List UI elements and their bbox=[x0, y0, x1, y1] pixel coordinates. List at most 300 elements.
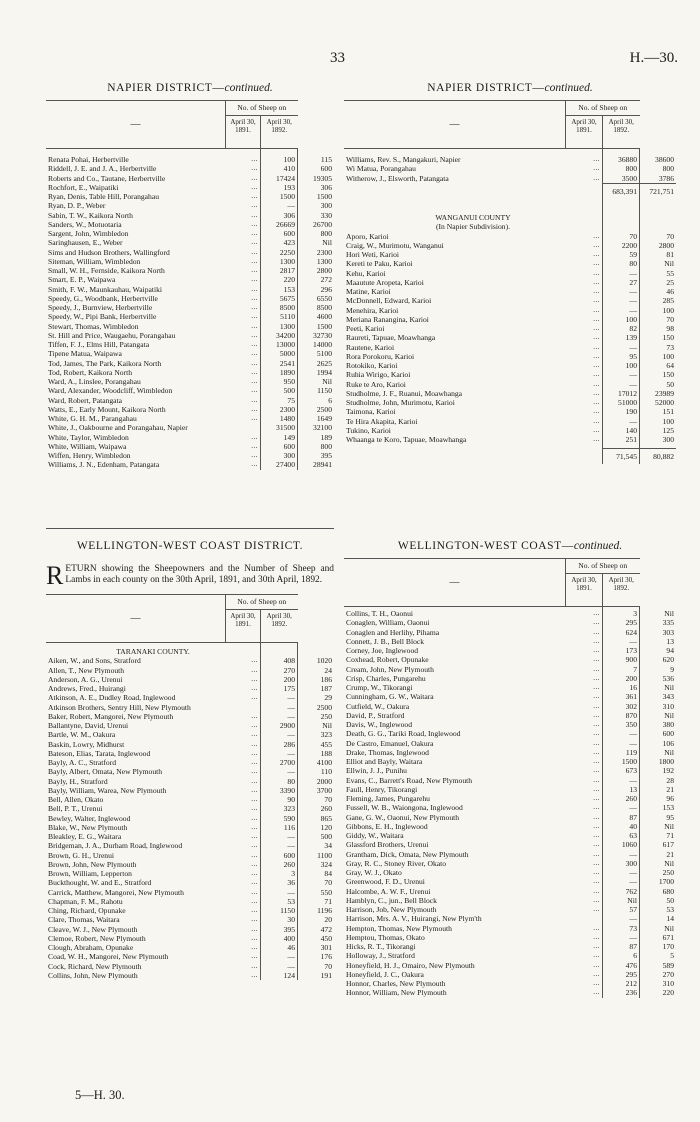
sheep-1892: 187 bbox=[298, 684, 335, 693]
table-row bbox=[344, 174, 676, 184]
sheep-1891: — bbox=[261, 841, 298, 850]
owner-name: Hicks, R. T., Tikorangi bbox=[346, 942, 416, 951]
leader-dots: ... bbox=[593, 923, 600, 932]
sheep-1891: 1300 bbox=[261, 322, 298, 331]
leader-dots: ... bbox=[251, 275, 258, 284]
sheep-1891: 295 bbox=[603, 618, 640, 627]
sheep-1892: 2625 bbox=[298, 359, 335, 368]
sheep-1891: 2300 bbox=[261, 405, 298, 414]
table-row bbox=[344, 739, 676, 748]
sheep-1891: 323 bbox=[261, 804, 298, 813]
sheep-1891: 46 bbox=[261, 943, 298, 952]
sheep-1892: 1500 bbox=[298, 192, 335, 201]
owner-name: Davis, W., Inglewood bbox=[346, 720, 413, 729]
owner-name: Death, G. G., Tariki Road, Inglewood bbox=[346, 729, 461, 739]
table-row bbox=[46, 386, 334, 395]
owner-name: Gray, R. C., Stoney River, Okato bbox=[346, 858, 447, 868]
owner-name: Ching, Richard, Opunake bbox=[48, 906, 126, 915]
sheep-1892: 176 bbox=[298, 952, 335, 961]
sheep-1891: 270 bbox=[261, 666, 298, 675]
owner-name: Taimona, Karioi bbox=[346, 407, 396, 417]
sheep-1891: 59 bbox=[603, 250, 640, 259]
sheep-1891: — bbox=[603, 776, 640, 785]
table-row bbox=[46, 303, 334, 312]
owner-name: Gibbons, E. H., Inglewood bbox=[346, 821, 428, 831]
table-row bbox=[344, 914, 676, 923]
leader-dots: ... bbox=[593, 324, 600, 332]
total-1892: 80,882 bbox=[640, 448, 677, 464]
table-row bbox=[46, 211, 334, 220]
sheep-1892: 1196 bbox=[298, 906, 335, 915]
sheep-1891: 600 bbox=[261, 851, 298, 860]
table-row bbox=[46, 721, 334, 730]
owner-name: Bayly, William, Warea, New Plymouth bbox=[48, 785, 167, 795]
leader-dots: ... bbox=[251, 896, 258, 905]
total-1891: 71,545 bbox=[603, 448, 640, 464]
leader-dots: ... bbox=[251, 404, 258, 413]
owner-name: Honeyfield, J. C., Oakura bbox=[346, 969, 424, 979]
leader-dots: ... bbox=[251, 758, 258, 766]
sheep-1892: 617 bbox=[640, 840, 677, 849]
sheep-1891: 95 bbox=[603, 352, 640, 361]
leader-dots: ... bbox=[251, 432, 258, 441]
owner-name: Honeyfield, H. J., Omairo, New Plymouth bbox=[346, 960, 475, 970]
sheep-1891: — bbox=[261, 832, 298, 841]
table-row bbox=[46, 423, 334, 432]
leader-dots: ... bbox=[251, 330, 258, 339]
owner-name: Chapman, F. M., Rahotu bbox=[48, 896, 123, 906]
table-row bbox=[46, 322, 334, 331]
sheep-table: — No. of Sheep on April 30, 1891. April 30, 1892. TARANAKI COUNTY. Aiken, W., and Sons, Stratford ... 408 1020 Allen, T., New Plymouth ... 270 24 Anderson, A. G., Urenui ... 200 186 Andrews, Fred., Huirangi ... 175 187 Atkinson, A. E., Dudley Road, Inglewood ... — 29 Atkinson Brothers, Sentry Hill, New Plymouth — 2500 Baker, Robert, Mangorei, New Plymouth ... — 250 Ballantyne, David, Urenui ... 2900 Nil Bartle, W. M., Oakura ... — 323 Baskin, Lowry, Midhurst ... 286 455 Bateson, Elias, Tarata, Inglewood ... — 188 Bayly, A. C., Stratford ... 2700 4100 Bayly, Albert, Omata, New Plymouth ... — 110 Bayly, H., Stratford ... 80 2000 Bayly, William, Warea, New Plymouth ... 3390 3700 Bell, Allen, Okato ... 90 70 Bell, P. T., Urenui ... 323 260 Bewley, Walter, Inglewood ... 590 865 Blake, W., New Plymouth ... 116 120 Bleakley, E. G., Waitara ... — 500 Bridgeman, J. A., Durham Road, Inglewood ... — 34 Brown, G. H., Urenui ... 600 1100 Brown, John, New Plymouth ... 260 324 Brown, William, Lepperton ... 3 84 Buckthought, W. and E., Stratford ... 36 70 Carrick, Matthew, Mangorei, New Plymouth ... — 550 Chapman, F. M., Rahotu ... 53 71 Ching, Richard, Opunake ... 1150 1196 Clare, Thomas, Waitara ... 30 20 Cleave, W. J., New Plymouth ... 395 472 Clemoe, Robert, New Plymouth ... 400 450 Clough, Abraham, Opunake ... 46 301 Coad, W. H., Mangorei, New Plymouth ... — 176 Cock, Richard, New Plymouth ... — 70 Collins, John, New Plymouth ... 124 191 bbox=[46, 594, 334, 980]
sheep-1891: — bbox=[261, 201, 298, 210]
section-title: WELLINGTON-WEST COAST—continued. bbox=[397, 540, 623, 552]
owner-name: Wi Matua, Porangahau bbox=[346, 164, 416, 174]
sheep-1891: — bbox=[603, 739, 640, 748]
owner-name: Harrison, Job, New Plymouth bbox=[346, 905, 437, 914]
sheep-1891: — bbox=[603, 729, 640, 738]
leader-dots: ... bbox=[593, 351, 600, 360]
sheep-1892: 32730 bbox=[298, 331, 335, 340]
sheep-1892: 1100 bbox=[298, 851, 335, 860]
leader-dots: ... bbox=[251, 656, 258, 665]
table-row bbox=[344, 702, 676, 711]
table-row bbox=[344, 822, 676, 831]
leader-dots: ... bbox=[251, 841, 258, 850]
table-row bbox=[46, 786, 334, 795]
table-row bbox=[46, 832, 334, 841]
table-row bbox=[344, 389, 676, 398]
sheep-1892: 24 bbox=[298, 666, 335, 675]
owner-name: Rora Porokoru, Karioi bbox=[346, 351, 415, 361]
table-row bbox=[344, 398, 676, 407]
table-row bbox=[46, 331, 334, 340]
owner-name: Allen, T., New Plymouth bbox=[48, 665, 125, 675]
county-subtitle bbox=[344, 222, 676, 231]
sheep-1892: 5100 bbox=[298, 349, 335, 358]
section-title: NAPIER DISTRICT—continued. bbox=[427, 82, 593, 94]
sheep-1891: 16 bbox=[603, 683, 640, 692]
napier-district-right bbox=[344, 82, 676, 464]
leader-dots: ... bbox=[593, 886, 600, 895]
table-row bbox=[344, 618, 676, 627]
owner-name: Bridgeman, J. A., Durham Road, Inglewood bbox=[48, 841, 183, 851]
sheep-1892: 323 bbox=[298, 730, 335, 739]
table-row bbox=[46, 238, 334, 247]
owner-name: Clough, Abraham, Opunake bbox=[48, 943, 134, 952]
sheep-1891: 200 bbox=[261, 675, 298, 684]
sheep-1891: 80 bbox=[603, 259, 640, 268]
sheep-1891: — bbox=[603, 850, 640, 859]
sheep-1892: 310 bbox=[640, 702, 677, 711]
leader-dots: ... bbox=[251, 822, 258, 831]
leader-dots: ... bbox=[251, 804, 258, 813]
col-header-1891: April 30, 1891. bbox=[226, 116, 261, 149]
owner-name: Fleming, James, Pungarehu bbox=[346, 794, 430, 803]
sheep-1891: 153 bbox=[261, 285, 298, 294]
sheep-1892: 71 bbox=[640, 831, 677, 840]
leader-dots: ... bbox=[251, 386, 258, 395]
sheep-1892: Nil bbox=[640, 924, 677, 933]
table-row bbox=[46, 841, 334, 850]
sheep-1892: 14000 bbox=[298, 340, 335, 349]
table-row bbox=[46, 943, 334, 952]
sheep-1892: 191 bbox=[298, 971, 335, 980]
table-row bbox=[344, 757, 676, 766]
owner-name: Bell, P. T., Urenui bbox=[48, 804, 103, 814]
sheep-1892: 29 bbox=[298, 693, 335, 702]
sheep-1891: 300 bbox=[603, 859, 640, 868]
col-header-1892: April 30, 1892. bbox=[603, 574, 640, 607]
owner-name: Sanders, W., Motuotaria bbox=[48, 219, 122, 229]
sheep-1892: 28941 bbox=[298, 460, 335, 469]
table-row bbox=[344, 970, 676, 979]
leader-dots: ... bbox=[593, 407, 600, 416]
sheep-1891: 800 bbox=[603, 164, 640, 173]
sheep-1892: Nil bbox=[298, 721, 335, 730]
owner-name: De Castro, Emanuel, Oakura bbox=[346, 738, 434, 748]
leader-dots: ... bbox=[251, 358, 258, 367]
sheep-1891: 6 bbox=[603, 951, 640, 960]
owner-name: Ruke te Aro, Karioi bbox=[346, 379, 406, 389]
owner-name: Sargent, John, Wimbledon bbox=[48, 229, 129, 238]
table-row bbox=[344, 315, 676, 324]
leader-dots: ... bbox=[593, 627, 600, 636]
spacer-row bbox=[344, 199, 676, 213]
sheep-1891: 3 bbox=[603, 609, 640, 618]
owner-name: Corney, Joe, Inglewood bbox=[346, 646, 419, 655]
leader-dots: ... bbox=[251, 721, 258, 729]
table-row bbox=[344, 296, 676, 305]
sheep-1891: — bbox=[603, 877, 640, 886]
sheep-1891: 139 bbox=[603, 333, 640, 342]
owner-name: Ward, A., Linslee, Porangahau bbox=[48, 377, 141, 386]
owner-name: Cunningham, G. W., Waitara bbox=[346, 692, 434, 702]
sheep-1891: 302 bbox=[603, 702, 640, 711]
leader-dots: ... bbox=[251, 266, 258, 274]
sheep-1892: 70 bbox=[298, 795, 335, 804]
table-row bbox=[344, 785, 676, 794]
sheep-1892: 170 bbox=[640, 942, 677, 951]
sheep-1892: 324 bbox=[298, 860, 335, 869]
leader-dots: ... bbox=[251, 164, 258, 173]
sheep-1892: 189 bbox=[298, 433, 335, 442]
table-row bbox=[46, 164, 334, 173]
sheep-1892: 1800 bbox=[640, 757, 677, 766]
owner-name: Faull, Henry, Tikorangi bbox=[346, 784, 418, 794]
leader-dots: ... bbox=[593, 720, 600, 728]
owner-name: Baskin, Lowry, Midhurst bbox=[48, 739, 125, 749]
sheep-1892: 110 bbox=[298, 767, 335, 776]
table-row bbox=[344, 380, 676, 389]
sheep-1892: 2800 bbox=[640, 241, 677, 250]
leader-dots: ... bbox=[593, 729, 600, 738]
leader-dots: ... bbox=[251, 414, 258, 422]
sheep-1891: 116 bbox=[261, 823, 298, 832]
leader-dots: ... bbox=[251, 182, 258, 191]
table-row bbox=[344, 850, 676, 859]
sheep-1891: 624 bbox=[603, 628, 640, 637]
county-subtitle-text: (In Napier Subdivision). bbox=[435, 222, 511, 232]
sheep-1891: 5000 bbox=[261, 349, 298, 358]
sheep-1891: 100 bbox=[261, 155, 298, 164]
sheep-1891: 600 bbox=[261, 442, 298, 451]
leader-dots: ... bbox=[593, 268, 600, 277]
owner-name: Crump, W., Tikorangi bbox=[346, 683, 413, 692]
table-row bbox=[344, 720, 676, 729]
sheep-1892: Nil bbox=[640, 748, 677, 757]
total-row bbox=[344, 448, 676, 464]
leader-dots: ... bbox=[593, 775, 600, 784]
sheep-1891: 73 bbox=[603, 924, 640, 933]
table-row bbox=[344, 942, 676, 951]
table-row bbox=[344, 269, 676, 278]
sheep-1891: 1480 bbox=[261, 414, 298, 423]
sheep-1892: 2500 bbox=[298, 405, 335, 414]
sheep-1892: 3786 bbox=[640, 174, 677, 184]
table-row bbox=[344, 417, 676, 426]
table-row bbox=[46, 878, 334, 887]
sheep-1892: 3700 bbox=[298, 786, 335, 795]
sheep-1891: 119 bbox=[603, 748, 640, 757]
sheep-1892: 100 bbox=[640, 352, 677, 361]
owner-name: White, J., Oakbourne and Porangahau, Napier bbox=[48, 423, 188, 433]
leader-dots: ... bbox=[593, 692, 600, 701]
leader-dots: ... bbox=[593, 636, 600, 645]
sheep-1891: — bbox=[261, 952, 298, 961]
sheep-1892: 300 bbox=[640, 435, 677, 444]
sheep-1891: 36 bbox=[261, 878, 298, 887]
table-row bbox=[46, 266, 334, 275]
sheep-1891: 361 bbox=[603, 692, 640, 701]
sheep-1892: 800 bbox=[298, 229, 335, 238]
owner-name: Hemptou, Thomas, Okato bbox=[346, 932, 425, 942]
sheep-1892: 303 bbox=[640, 628, 677, 637]
leader-dots: ... bbox=[251, 665, 258, 674]
sheep-1891: 286 bbox=[261, 740, 298, 749]
sheep-1892: 2800 bbox=[298, 266, 335, 275]
sheep-1892: 589 bbox=[640, 961, 677, 970]
owner-name: Brown, William, Lepperton bbox=[48, 869, 132, 878]
col-header-1891: April 30, 1891. bbox=[566, 116, 603, 149]
sheep-1891: 1150 bbox=[261, 906, 298, 915]
county-title bbox=[46, 647, 334, 656]
table-row bbox=[344, 407, 676, 416]
sheep-1892: 38600 bbox=[640, 155, 677, 164]
owner-name: Siteman, William, Wimbledon bbox=[48, 256, 141, 266]
sheep-1892: 800 bbox=[640, 164, 677, 173]
table-row bbox=[46, 860, 334, 869]
owner-name: Clare, Thomas, Waitara bbox=[48, 915, 120, 925]
leader-dots: ... bbox=[251, 441, 258, 450]
table-row bbox=[46, 804, 334, 813]
owner-name: Riddell, J. E. and J. A., Herbertville bbox=[48, 164, 157, 174]
sheep-1892: 192 bbox=[640, 766, 677, 775]
owner-name: Hempton, Thomas, New Plymouth bbox=[346, 923, 452, 933]
leader-dots: ... bbox=[251, 961, 258, 970]
sheep-1891: 1500 bbox=[603, 757, 640, 766]
owner-name: Bayly, A. C., Stratford bbox=[48, 758, 117, 767]
table-row bbox=[46, 433, 334, 442]
sheep-1892: 115 bbox=[298, 155, 335, 164]
table-row bbox=[344, 333, 676, 342]
table-row bbox=[46, 730, 334, 739]
footer-code: 5—H. 30. bbox=[75, 1088, 125, 1102]
table-row bbox=[344, 868, 676, 877]
owner-name: Buckthought, W. and E., Stratford bbox=[48, 878, 152, 888]
owner-name: Grantham, Dick, Omata, New Plymouth bbox=[346, 849, 469, 859]
leader-dots: ... bbox=[251, 219, 258, 228]
owner-name: Studholme, J. F., Ruanui, Moawhanga bbox=[346, 388, 463, 398]
sheep-1891: — bbox=[603, 269, 640, 278]
table-row bbox=[46, 201, 334, 210]
table-row bbox=[46, 405, 334, 414]
leader-dots: ... bbox=[593, 747, 600, 756]
owner-name: Conaglen and Herlihy, Pihama bbox=[346, 627, 440, 637]
sheep-1892: 81 bbox=[640, 250, 677, 259]
sheep-1891: 7 bbox=[603, 665, 640, 674]
napier-district-left bbox=[46, 82, 334, 470]
owner-name: Hamblyn, C., jun., Bell Block bbox=[346, 895, 437, 905]
owner-name: Bell, Allen, Okato bbox=[48, 795, 104, 804]
sheep-1891: — bbox=[261, 730, 298, 739]
table-row bbox=[344, 232, 676, 241]
county-title-text: TARANAKI COUNTY. bbox=[116, 647, 190, 656]
sheep-1892: 260 bbox=[298, 804, 335, 813]
table-row bbox=[344, 324, 676, 333]
sheep-1892: Nil bbox=[298, 377, 335, 386]
sheep-1891: 100 bbox=[603, 361, 640, 370]
owner-name: Cream, John, New Plymouth bbox=[346, 664, 434, 674]
sheep-1891: 2250 bbox=[261, 248, 298, 257]
owner-name: Menehira, Karioi bbox=[346, 305, 399, 315]
table-row bbox=[344, 646, 676, 655]
sheep-1891: 410 bbox=[261, 164, 298, 173]
sheep-1891: 2700 bbox=[261, 758, 298, 767]
owner-name: Stewart, Thomas, Wimbledon bbox=[48, 321, 139, 331]
sheep-1891: 175 bbox=[261, 684, 298, 693]
sheep-1892: 380 bbox=[640, 720, 677, 729]
table-row bbox=[46, 795, 334, 804]
sheep-1891: 34200 bbox=[261, 331, 298, 340]
table-row bbox=[46, 684, 334, 693]
leader-dots: ... bbox=[593, 877, 600, 886]
sheep-1892: 250 bbox=[640, 868, 677, 877]
total-1891: 683,391 bbox=[603, 183, 640, 199]
table-row bbox=[46, 349, 334, 358]
sheep-1892: 1994 bbox=[298, 368, 335, 377]
owner-name: Conaglen, William, Oaonui bbox=[346, 618, 430, 628]
table-row bbox=[46, 823, 334, 832]
sheep-1892: 20 bbox=[298, 915, 335, 924]
owner-name: Rotokiko, Karioi bbox=[346, 361, 398, 370]
owner-name: Rochfort, E., Waipatiki bbox=[48, 182, 119, 192]
sheep-1891: 87 bbox=[603, 813, 640, 822]
owner-name: Rautene, Karioi bbox=[346, 342, 395, 352]
sheep-1892: 94 bbox=[640, 646, 677, 655]
table-row bbox=[344, 287, 676, 296]
owner-name: Clemoe, Robert, New Plymouth bbox=[48, 933, 146, 943]
sheep-1891: — bbox=[603, 933, 640, 942]
leader-dots: ... bbox=[251, 349, 258, 358]
table-row bbox=[344, 803, 676, 812]
owner-name: Cock, Richard, New Plymouth bbox=[48, 961, 142, 971]
leader-dots: ... bbox=[593, 988, 600, 997]
leader-dots: ... bbox=[251, 915, 258, 924]
table-row bbox=[344, 933, 676, 942]
sheep-1891: 140 bbox=[603, 426, 640, 435]
sheep-1892: 64 bbox=[640, 361, 677, 370]
owner-name: Sabin, T. W., Kaikora North bbox=[48, 210, 133, 220]
sheep-1891: — bbox=[261, 749, 298, 758]
table-row bbox=[46, 183, 334, 192]
owner-name: Smith, F. W., Maunkauhau, Waipatiki bbox=[48, 284, 163, 294]
intro-paragraph: RETURN showing the Sheepowners and the Number of Sheep and Lambs in each county on the 30th April, 1891, and 30th April, 1892. bbox=[46, 561, 334, 590]
leader-dots: ... bbox=[593, 849, 600, 858]
table-row bbox=[344, 306, 676, 315]
sheep-1892: 1020 bbox=[298, 656, 335, 665]
owner-name: Cleave, W. J., New Plymouth bbox=[48, 924, 138, 934]
sheep-1892: Nil bbox=[640, 859, 677, 868]
sheep-table: — No. of Sheep on April 30, 1891. April 30, 1892. Collins, T. H., Oaonui ... 3 Nil Conaglen, William, Oaonui ... 295 335 Conaglen and Herlihy, Pihama ... 624 303 Connett, J. B., Bell Block ... — 13 Corney, Joe, Inglewood ... 173 94 Coxhead, Robert, Opunake ... 900 620 Cream, John, New Plymouth ... 7 9 Crisp, Charles, Pungarehu ... 200 536 Crump, W., Tikorangi ... 16 Nil Cunningham, G. W., Waitara ... 361 343 Cutfield, W., Oakura ... 302 310 David, P., Stratford ... 870 Nil Davis, W., Inglewood ... 350 380 Death, G. G., Tariki Road, Inglewood ... — 600 De Castro, Emanuel, Oakura ... — 106 Drake, Thomas, Inglewood ... 119 Nil Elliot and Bayly, Waitara ... 1500 1800 Ellwin, J. J., Punihu ... 673 192 Evans, C., Barrett's Road, New Plymouth ... — 28 Faull, Henry, Tikorangi ... 13 21 Fleming, James, Pungarehu ... 260 96 Fussell, W. B., Waiongona, Inglewood ... — 153 Gane, G. W., Oaonui, New Plymouth ... 87 95 Gibbons, E. H., Inglewood ... 40 Nil Giddy, W., Waitara ... 63 71 Glassford Brothers, Urenui ... 1060 617 Grantham, Dick, Omata, New Plymouth ... — 21 Gray, R. C., Stoney River, Okato ... 300 Nil Gray, W. J., Okato ... — 250 Greenwood, F. D., Urenui ... — 1700 Halcombe, A. W. F., Urenui ... 762 680 Hamblyn, C., jun., Bell Block ... Nil 50 Harrison, Job, New Plymouth ... 57 53 Harrison, Mrs. A. V., Huirangi, New Plym'th — 14 Hempton, Thomas, New Plymouth ... 73 Nil Hemptou, Thomas, Okato ... — 671 Hicks, R. T., Tikorangi ... 87 170 Holloway, J., Stratford ... 6 5 Honeyfield, H. J., Omairo, New Plymouth ... 476 589 Honeyfield, J. C., Oakura ... 295 270 Honnor, Charles, New Plymouth ... 212 310 Honnor, William, New Plymouth ... 236 220 bbox=[344, 558, 676, 998]
sheep-1891: 476 bbox=[603, 961, 640, 970]
leader-dots: ... bbox=[593, 379, 600, 388]
sheep-1891: 100 bbox=[603, 315, 640, 324]
sheep-1892: 472 bbox=[298, 925, 335, 934]
leader-dots: ... bbox=[251, 340, 258, 348]
leader-dots: ... bbox=[251, 748, 258, 757]
owner-name: Greenwood, F. D., Urenui bbox=[346, 877, 425, 887]
sheep-1891: — bbox=[603, 287, 640, 296]
sheep-1892: 310 bbox=[640, 979, 677, 988]
sheep-1892: 550 bbox=[298, 888, 335, 897]
sheep-1891: 220 bbox=[261, 275, 298, 284]
owner-name: Ward, Robert, Patangata bbox=[48, 395, 123, 405]
table-row bbox=[344, 343, 676, 352]
leader-dots: ... bbox=[251, 869, 258, 877]
owner-name: Tukino, Karioi bbox=[346, 425, 391, 435]
table-row bbox=[46, 294, 334, 303]
sheep-1891: 212 bbox=[603, 979, 640, 988]
county-title bbox=[344, 213, 676, 222]
sheep-1891: — bbox=[261, 712, 298, 721]
leader-dots: ... bbox=[593, 821, 600, 830]
owner-name: Te Hira Akapita, Karioi bbox=[346, 416, 418, 426]
sheep-1891: 300 bbox=[261, 451, 298, 460]
sheep-1892: 671 bbox=[640, 933, 677, 942]
leader-dots: ... bbox=[593, 646, 600, 654]
table-row bbox=[344, 426, 676, 435]
leader-dots: ... bbox=[593, 425, 600, 434]
